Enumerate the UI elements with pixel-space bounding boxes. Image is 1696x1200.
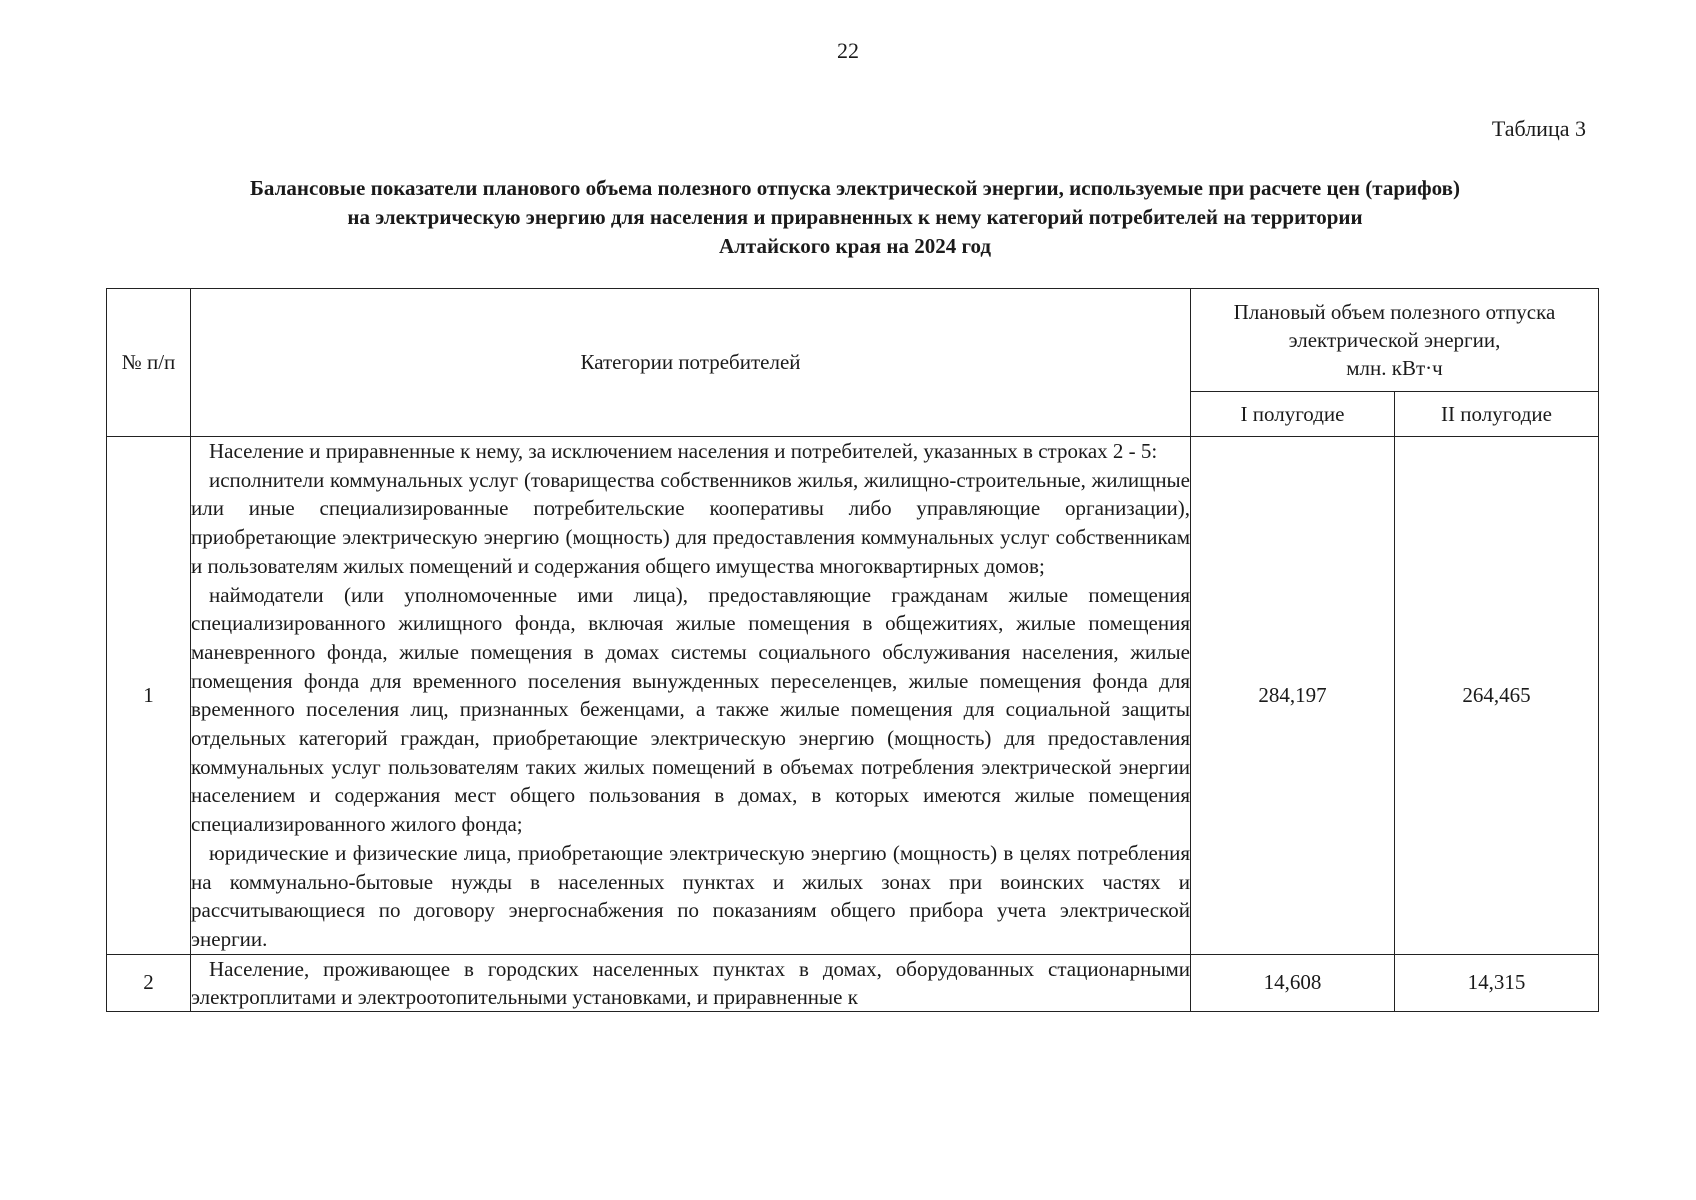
- header-volume-line: электрической энергии,: [1288, 328, 1501, 352]
- category-clip: [191, 955, 1190, 1011]
- table-row: [107, 437, 1599, 955]
- header-volume-line: Плановый объем полезного отпуска: [1233, 300, 1556, 324]
- row-half-1-value: 284,197: [1191, 437, 1395, 955]
- table-row: [107, 954, 1599, 1011]
- document-title: [120, 174, 1590, 261]
- title-line: Алтайского края на 2024 год: [718, 234, 992, 258]
- header-row: [107, 289, 1599, 392]
- header-half-1: I полугодие: [1191, 392, 1395, 437]
- row-half-1-value: 14,608: [1191, 954, 1395, 1011]
- header-category: Категории потребителей: [191, 289, 1191, 437]
- page-number: 22: [837, 38, 859, 63]
- row-number: 2: [107, 954, 191, 1011]
- tariff-balance-table: [106, 288, 1599, 1012]
- row-category: [191, 437, 1191, 955]
- header-volume: [1191, 289, 1599, 392]
- category-paragraph: юридические и физические лица, приобретающие электрическую энергию (мощность) в целях потребления на коммунально-бытовые нужды в населенных пунктах и жилых зонах при воинских частях и рассчитывающиеся по договору энергоснабжения по показаниям общего прибора учета электрической энергии.: [191, 840, 1190, 951]
- row-number: 1: [107, 437, 191, 955]
- category-paragraph: Население, проживающее в городских населенных пунктах в домах, оборудованных стационарными электроплитами и электроотопительными установками, и приравненные к: [191, 956, 1190, 1010]
- header-volume-line: млн. кВт·ч: [1346, 356, 1443, 380]
- table-label: Таблица 3: [1491, 116, 1586, 141]
- row-half-2-value: 264,465: [1395, 437, 1599, 955]
- title-line: Балансовые показатели планового объема полезного отпуска электрической энергии, используемые при расчете цен (тарифов): [250, 176, 1460, 200]
- title-line: на электрическую энергию для населения и приравненных к нему категорий потребителей на территории: [347, 205, 1363, 229]
- row-half-2-value: 14,315: [1395, 954, 1599, 1011]
- row-category: [191, 954, 1191, 1011]
- header-number: № п/п: [107, 289, 191, 437]
- category-paragraph: исполнители коммунальных услуг (товарищества собственников жилья, жилищно-строительные, жилищные или иные специализированные потребительские кооперативы либо управляющие организации), приобретающие электрическую энергию (мощность) для предоставления коммунальных услуг собственникам и пользователям жилых помещений и содержания общего имущества многоквартирных домов;: [191, 467, 1190, 578]
- header-half-2: II полугодие: [1395, 392, 1599, 437]
- category-paragraph: Население и приравненные к нему, за исключением населения и потребителей, указанных в строках 2 - 5:: [209, 439, 1158, 463]
- category-paragraph: наймодатели (или уполномоченные ими лица), предоставляющие гражданам жилые помещения специализированного жилищного фонда, включая жилые помещения в общежитиях, жилые помещения маневренного фонда, жилые помещения в домах системы социального обслуживания населения, жилые помещения фонда для временного поселения вынужденных переселенцев, жилые помещения фонда для временного поселения лиц, признанных беженцами, а также жилые помещения для социальной защиты отдельных категорий граждан, приобретающие электрическую энергию (мощность) для предоставления коммунальных услуг пользователям таких жилых помещений в объемах потребления электрической энергии населением и содержания мест общего пользования в домах, в которых имеются жилые помещения специализированного жилого фонда;: [191, 582, 1190, 837]
